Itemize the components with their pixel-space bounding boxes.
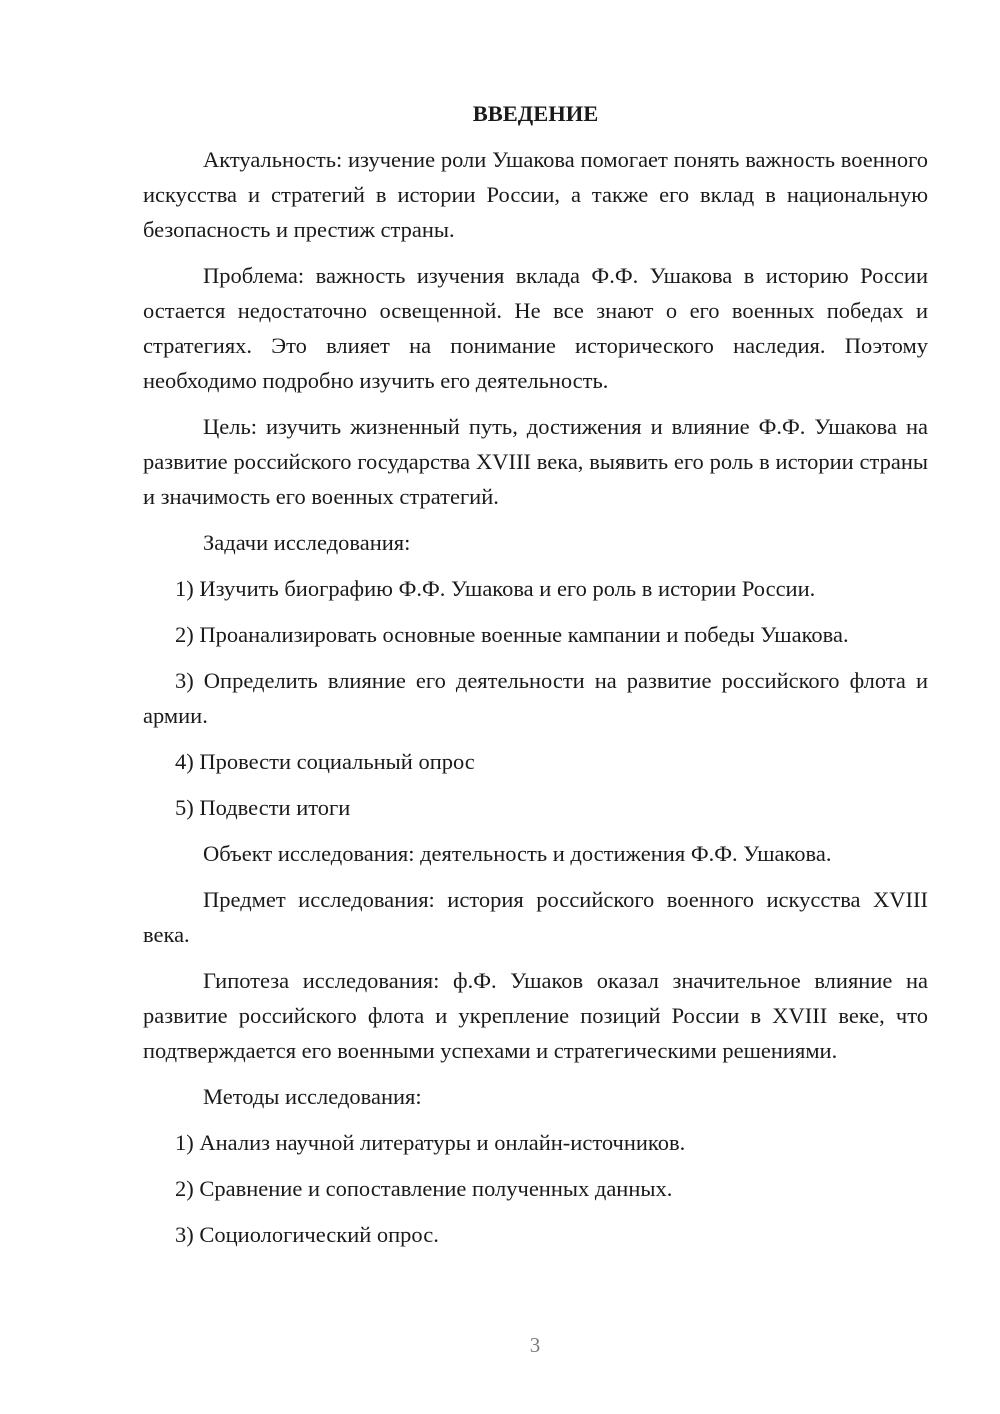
paragraph-goal: Цель: изучить жизненный путь, достижения и влияние Ф.Ф. Ушакова на развитие российского государства XVIII века, выявить его роль в истории страны и значимость его военных стратегий. bbox=[143, 414, 928, 509]
methods-heading: Методы исследования: bbox=[203, 1084, 422, 1109]
section-title: ВВЕДЕНИЕ bbox=[472, 101, 599, 126]
page-number: 3 bbox=[529, 1333, 541, 1357]
list-item-task-3: 3) Определить влияние его деятельности на развитие российского флота и армии. bbox=[143, 668, 928, 728]
list-item-method-2: 2) Сравнение и сопоставление полученных данных. bbox=[175, 1176, 673, 1201]
list-item-task-5: 5) Подвести итоги bbox=[175, 795, 351, 820]
list-item-task-1: 1) Изучить биографию Ф.Ф. Ушакова и его роль в истории России. bbox=[175, 576, 816, 601]
paragraph-relevance: Актуальность: изучение роли Ушакова помогает понять важность военного искусства и стратегий в истории России, а также его вклад в национальную безопасность и престиж страны. bbox=[143, 147, 928, 242]
document-body bbox=[143, 96, 928, 1263]
tasks-heading: Задачи исследования: bbox=[203, 530, 411, 555]
paragraph-object: Объект исследования: деятельность и достижения Ф.Ф. Ушакова. bbox=[203, 841, 832, 866]
list-item-task-2: 2) Проанализировать основные военные кампании и победы Ушакова. bbox=[175, 622, 849, 647]
list-item-method-3: 3) Социологический опрос. bbox=[175, 1222, 439, 1247]
paragraph-subject: Предмет исследования: история российского военного искусства XVIII века. bbox=[143, 887, 928, 947]
list-item-task-4: 4) Провести социальный опрос bbox=[175, 749, 475, 774]
list-item-method-1: 1) Анализ научной литературы и онлайн-источников. bbox=[175, 1130, 686, 1155]
paragraph-hypothesis: Гипотеза исследования: ф.Ф. Ушаков оказал значительное влияние на развитие российского флота и укрепление позиций России в XVIII веке, что подтверждается его военными успехами и стратегическими решениями. bbox=[143, 968, 928, 1063]
paragraph-problem: Проблема: важность изучения вклада Ф.Ф. Ушакова в историю России остается недостаточно освещенной. Не все знают о его военных победах и стратегиях. Это влияет на понимание исторического наследия. Поэтому необходимо подробно изучить его деятельность. bbox=[143, 263, 928, 393]
